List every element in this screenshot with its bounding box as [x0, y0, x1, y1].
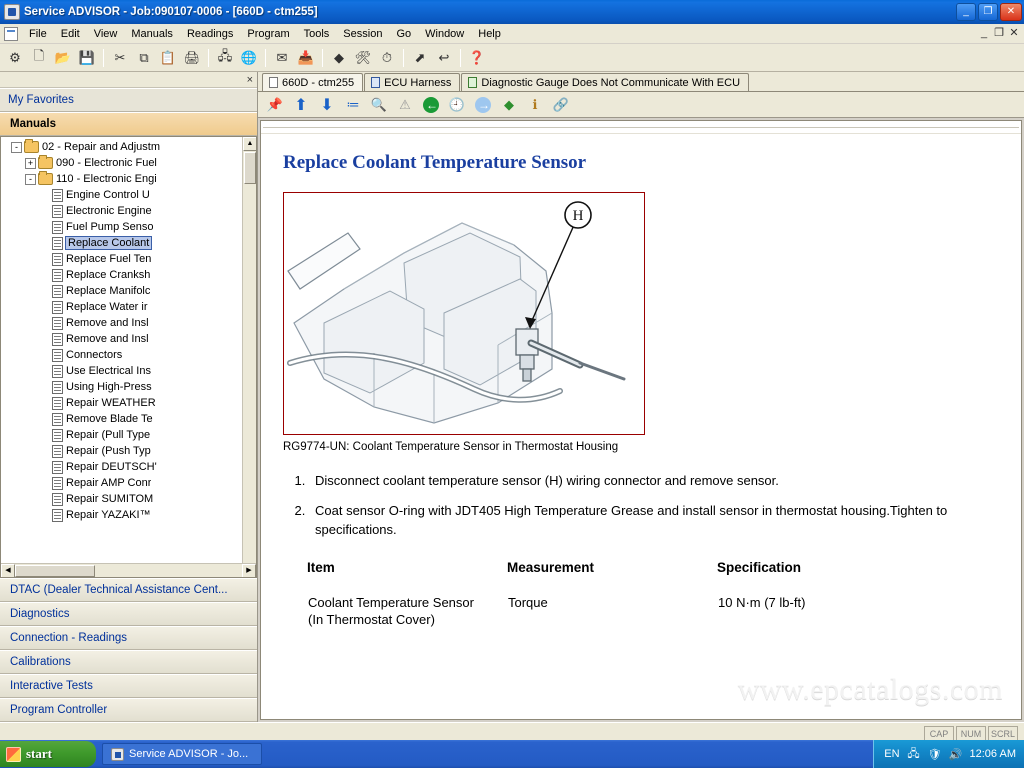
info-icon[interactable]: ℹ — [532, 96, 538, 112]
table-row — [307, 593, 947, 630]
toolbar-separator — [322, 49, 323, 67]
sidebar-section-dtac[interactable]: DTAC (Dealer Technical Assistance Cent... — [0, 578, 257, 602]
tree-vertical-scrollbar[interactable] — [242, 137, 256, 563]
status-cap-indicator: CAP — [924, 726, 954, 742]
collapse-icon[interactable]: - — [25, 174, 36, 185]
mdi-minimize-button[interactable]: _ — [980, 26, 988, 39]
sidebar-close-button[interactable]: × — [0, 72, 257, 88]
tree-item[interactable] — [1, 347, 242, 363]
cell-item: Coolant Temperature Sensor (In Thermostat Cover) — [308, 594, 474, 628]
volume-icon[interactable]: 🔊 — [948, 748, 963, 761]
maximize-button[interactable]: ❐ — [978, 3, 998, 21]
document-icon — [52, 349, 63, 362]
folder-icon — [38, 173, 53, 185]
main-body — [0, 72, 1024, 722]
tree-item-label: Replace Water ir — [66, 301, 148, 313]
window-controls — [956, 3, 1022, 21]
tree-item-label: Using High-Press — [66, 381, 152, 393]
settings-gear-icon[interactable]: ⚙ — [9, 49, 21, 65]
cut-icon[interactable]: ✂ — [114, 49, 126, 65]
my-favorites-header[interactable]: My Favorites — [0, 88, 257, 112]
menu-help[interactable]: Help — [478, 27, 501, 40]
tab-diagnostic-gauge[interactable] — [461, 73, 749, 91]
tab-660d-ctm255[interactable] — [262, 73, 363, 91]
menu-manuals[interactable]: Manuals — [131, 27, 173, 40]
document-icon — [52, 253, 63, 266]
tree-item-label: Replace Cranksh — [66, 269, 151, 281]
procedure-step: 1. Disconnect coolant temperature sensor (H) wiring connector and remove sensor. — [309, 471, 999, 491]
tree-item-label: Repair DEUTSCH' — [66, 461, 157, 473]
document-page — [260, 120, 1022, 720]
tree-horizontal-scrollbar[interactable] — [1, 563, 256, 577]
print-icon[interactable]: 🖨 — [183, 49, 201, 65]
figure-callout-label: H — [572, 208, 584, 224]
tree-item[interactable] — [1, 379, 242, 395]
title-bar — [0, 0, 1024, 24]
tree-item[interactable] — [1, 283, 242, 299]
document-icon — [52, 317, 63, 330]
menu-bar — [0, 24, 1024, 44]
minimize-button[interactable]: _ — [956, 3, 976, 21]
tree-item-label: Replace Coolant — [65, 236, 152, 250]
specification-table — [307, 560, 947, 630]
mdi-restore-button[interactable]: ❐ — [994, 27, 1004, 39]
taskbar — [0, 740, 1024, 768]
status-scrl-indicator: SCRL — [988, 726, 1018, 742]
arrow-up-icon[interactable]: ⬆ — [294, 96, 308, 114]
tree-item[interactable] — [1, 299, 242, 315]
toolbar-separator — [208, 49, 209, 67]
column-header-measurement: Measurement — [507, 559, 595, 575]
document-icon — [4, 27, 18, 41]
document-icon — [52, 333, 63, 346]
tree-item-label: Repair (Push Typ — [66, 445, 151, 457]
tree-item[interactable] — [1, 331, 242, 347]
tree-item-label: 02 - Repair and Adjustm — [42, 141, 161, 153]
arrow-down-icon[interactable]: ⬇ — [320, 96, 334, 114]
sidebar-section-manuals[interactable]: Manuals — [0, 112, 257, 136]
tree-item[interactable] — [1, 155, 242, 171]
system-tray — [873, 740, 1024, 768]
mdi-close-button[interactable]: ✕ — [1009, 27, 1019, 39]
document-icon — [52, 461, 63, 474]
tree-item[interactable] — [1, 139, 242, 155]
figure-caption: RG9774-UN: Coolant Temperature Sensor in Thermostat Housing — [283, 441, 619, 453]
tree-item[interactable] — [1, 427, 242, 443]
menu-program[interactable]: Program — [247, 27, 290, 40]
shield-icon[interactable]: 🛡 — [927, 748, 942, 761]
copy-icon[interactable]: ⧉ — [139, 49, 149, 65]
diagnostic-icon — [468, 77, 477, 88]
document-pane — [258, 72, 1024, 722]
column-header-specification: Specification — [717, 559, 802, 575]
sidebar — [0, 72, 258, 722]
clock-icon[interactable]: ⏱ — [381, 49, 393, 65]
toolbar-separator — [460, 49, 461, 67]
procedure-steps — [283, 471, 999, 540]
menu-tools[interactable]: Tools — [303, 27, 330, 40]
sidebar-section-calibrations[interactable]: Calibrations — [0, 650, 257, 674]
tree-item-label: Use Electrical Ins — [66, 365, 151, 377]
menu-view[interactable]: View — [93, 27, 118, 40]
tree-item[interactable] — [1, 171, 242, 187]
tab-strip — [258, 72, 1024, 92]
start-button[interactable] — [0, 741, 96, 767]
history-icon[interactable]: 🕘 — [448, 96, 466, 112]
app-icon — [111, 748, 124, 761]
toolbar-separator — [403, 49, 404, 67]
help-arrow-icon[interactable]: ❓ — [468, 49, 486, 65]
vertical-scroll-thumb[interactable] — [244, 152, 256, 184]
forward-arrow-icon[interactable]: → — [472, 94, 494, 116]
sidebar-section-interactive-tests[interactable]: Interactive Tests — [0, 674, 257, 698]
menu-window[interactable]: Window — [425, 27, 465, 40]
tree-item-label: Fuel Pump Senso — [66, 221, 154, 233]
document-content — [261, 134, 1021, 630]
tree-item[interactable] — [1, 251, 242, 267]
collapse-icon[interactable]: - — [11, 142, 22, 153]
sidebar-section-connection-readings[interactable]: Connection - Readings — [0, 626, 257, 650]
document-icon — [52, 221, 63, 234]
tree-item[interactable] — [1, 187, 242, 203]
page-ruler — [261, 121, 1021, 134]
toolbar-separator — [103, 49, 104, 67]
paste-icon[interactable]: 📋 — [159, 49, 177, 65]
main-toolbar — [0, 44, 1024, 72]
tree-item-label: Repair YAZAKI™ — [66, 509, 151, 521]
pin-icon[interactable]: 📌 — [266, 96, 284, 112]
document-icon — [52, 509, 63, 522]
scroll-right-button[interactable]: ▶ — [242, 564, 256, 578]
document-toolbar — [258, 92, 1024, 118]
menu-file[interactable]: File — [29, 27, 47, 40]
document-icon — [52, 477, 63, 490]
figure-drawing — [284, 193, 644, 434]
tree-item-label: Connectors — [66, 349, 123, 361]
tree-item-label: 110 - Electronic Engi — [56, 173, 157, 185]
document-icon — [52, 381, 63, 394]
document-icon — [52, 413, 63, 426]
schematic-icon — [371, 77, 380, 88]
undo-icon[interactable]: ↩ — [438, 49, 450, 65]
document-icon — [269, 77, 278, 88]
sidebar-section-program-controller[interactable]: Program Controller — [0, 698, 257, 722]
document-icon — [52, 269, 63, 282]
binoculars-icon[interactable]: 🔍 — [370, 96, 388, 112]
document-area — [258, 118, 1024, 722]
tree-item[interactable] — [1, 411, 242, 427]
menu-edit[interactable]: Edit — [60, 27, 80, 40]
folder-icon — [38, 157, 53, 169]
document-icon — [52, 429, 63, 442]
scroll-left-button[interactable]: ◀ — [1, 564, 15, 578]
cell-measurement: Torque — [508, 594, 548, 610]
tree-item-label: Remove and Insl — [66, 317, 149, 329]
table-header-row — [307, 560, 947, 593]
mail-icon[interactable]: ✉ — [276, 49, 288, 65]
tree-item-label: Repair AMP Conr — [66, 477, 152, 489]
tree-item-label: Engine Control U — [66, 189, 150, 201]
tree-item[interactable] — [1, 203, 242, 219]
taskbar-item-service-advisor[interactable] — [102, 743, 262, 765]
link-icon[interactable]: 🔗 — [552, 96, 570, 112]
tree-item[interactable] — [1, 491, 242, 507]
globe-icon[interactable]: 🌐 — [240, 49, 258, 65]
inbox-icon[interactable]: 📥 — [297, 49, 315, 65]
status-num-indicator: NUM — [956, 726, 986, 742]
horizontal-scroll-thumb[interactable] — [15, 565, 95, 577]
figure-coolant-temperature-sensor — [283, 192, 645, 435]
document-icon — [52, 301, 63, 314]
app-icon — [4, 4, 20, 20]
tree-item-label: Replace Manifolc — [66, 285, 151, 297]
tray-clock[interactable]: 12:06 AM — [969, 748, 1016, 760]
menu-go[interactable]: Go — [396, 27, 412, 40]
tree-item[interactable] — [1, 315, 242, 331]
column-header-item: Item — [307, 559, 335, 575]
tree-item-label: Repair (Pull Type — [66, 429, 151, 441]
menu-readings[interactable]: Readings — [186, 27, 234, 40]
menu-session[interactable]: Session — [343, 27, 383, 40]
tab-label: 660D - ctm255 — [282, 76, 355, 89]
tree-item[interactable] — [1, 363, 242, 379]
export-icon[interactable]: ⬈ — [414, 49, 426, 65]
tab-label: ECU Harness — [384, 76, 452, 89]
tree-item[interactable] — [1, 219, 242, 235]
scroll-up-button[interactable]: ▲ — [243, 137, 257, 151]
network-icon[interactable]: 🖧 — [907, 747, 920, 760]
watermark: www.epcatalogs.com — [737, 673, 1003, 706]
diamond-icon[interactable]: ◆ — [334, 49, 344, 65]
save-icon[interactable]: 💾 — [78, 49, 96, 65]
sidebar-section-diagnostics[interactable]: Diagnostics — [0, 602, 257, 626]
manuals-tree[interactable] — [0, 136, 257, 578]
tree-item[interactable] — [1, 475, 242, 491]
document-icon — [52, 285, 63, 298]
tree-item[interactable] — [1, 443, 242, 459]
tree-item-label: Electronic Engine — [66, 205, 152, 217]
document-icon — [52, 189, 63, 202]
document-icon — [52, 365, 63, 378]
tree-item-label: Remove Blade Te — [66, 413, 153, 425]
procedure-step: 2. Coat sensor O-ring with JDT405 High Temperature Grease and install sensor in thermostat housing.Tighten to specifications. — [309, 501, 999, 540]
open-folder-icon[interactable]: 📂 — [54, 49, 72, 65]
expand-icon[interactable]: + — [25, 158, 36, 169]
tree-item-label: Repair WEATHER — [66, 397, 156, 409]
tree-item-label: 090 - Electronic Fuel — [56, 157, 157, 169]
tree-item[interactable] — [1, 235, 242, 251]
mdi-window-controls — [978, 26, 1020, 39]
start-label: start — [26, 746, 52, 761]
folder-icon — [24, 141, 39, 153]
document-icon — [52, 397, 63, 410]
list-icon[interactable]: ≔ — [346, 96, 360, 112]
tab-ecu-harness[interactable] — [364, 73, 460, 91]
tree-item-label: Replace Fuel Ten — [66, 253, 152, 265]
tree-item[interactable] — [1, 507, 242, 523]
tree-item[interactable] — [1, 459, 242, 475]
toolbar-separator — [265, 49, 266, 67]
taskbar-item-label: Service ADVISOR - Jo... — [129, 748, 249, 760]
connect-icon[interactable]: 🖧 — [217, 47, 233, 63]
windows-flag-icon — [6, 747, 21, 762]
tree-item-label: Remove and Insl — [66, 333, 149, 345]
document-icon — [52, 493, 63, 506]
new-document-icon[interactable]: 🗋 — [33, 47, 45, 63]
bookmark-icon[interactable]: ◆ — [504, 96, 514, 112]
warning-icon[interactable]: ⚠ — [399, 96, 411, 112]
tab-label: Diagnostic Gauge Does Not Communicate With ECU — [481, 76, 741, 89]
tools-icon[interactable]: 🛠 — [354, 49, 372, 65]
document-icon — [52, 205, 63, 218]
document-icon — [52, 445, 63, 458]
tree-item-label: Repair SUMITOM — [66, 493, 154, 505]
tree-item[interactable] — [1, 267, 242, 283]
window-title: Service ADVISOR - Job:090107-0006 - [660D - ctm255] — [24, 6, 318, 18]
close-button[interactable]: ✕ — [1000, 3, 1022, 21]
language-indicator[interactable]: EN — [884, 748, 900, 760]
cell-specification: 10 N·m (7 lb-ft) — [718, 594, 806, 610]
document-icon — [52, 237, 63, 250]
back-arrow-icon[interactable]: ← — [420, 94, 442, 116]
page-title: Replace Coolant Temperature Sensor — [283, 152, 587, 173]
tree-item[interactable] — [1, 395, 242, 411]
